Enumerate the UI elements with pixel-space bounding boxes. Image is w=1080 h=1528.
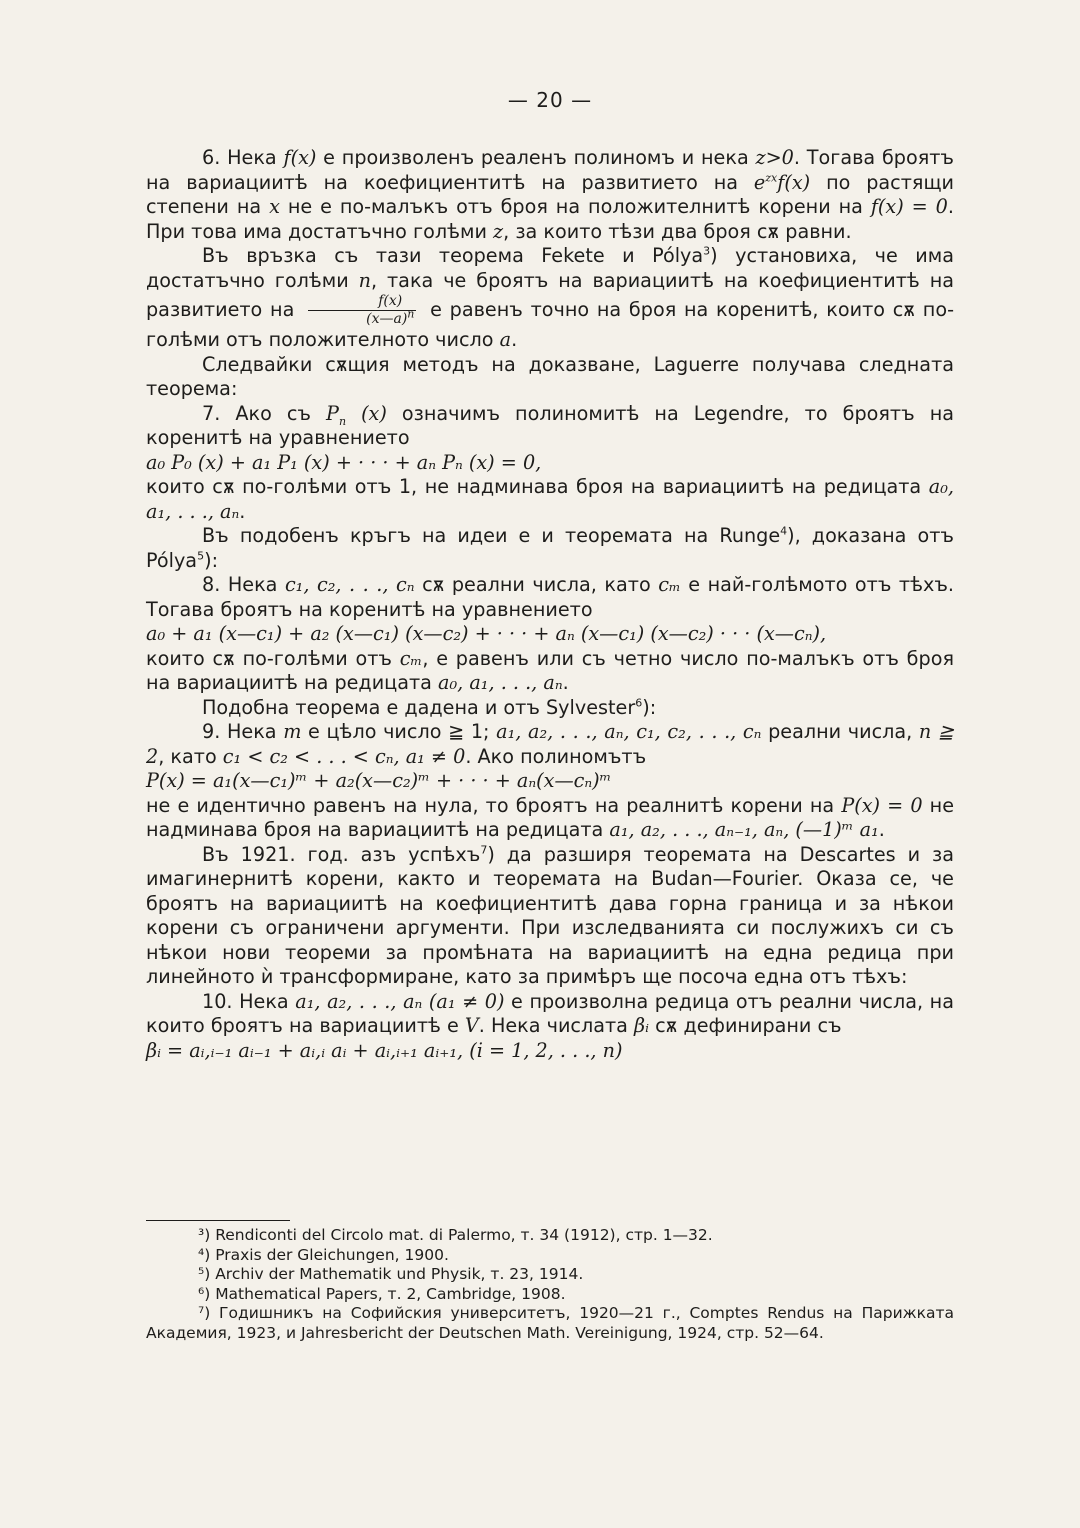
footnote-7: ⁷) Годишникъ на Софийския университетъ, 1920—21 г., Comptes Rendus на Парижката Академия, 1923, и Jahresbericht der Deutschen Math. Vereinigung, 1924, стр. 52—64. [146,1304,954,1342]
footnotes [146,1226,954,1343]
theorem-9-cont: не е идентично равенъ на нула, то броятъ на реалнитѣ корени на P(x) = 0 не надминава броя на вариациитѣ на редицата a₁, a₂, . . ., aₙ₋₁, aₙ, (—1)ᵐ a₁. [146,793,954,841]
paragraph-laguerre: Следвайки сѫщия методъ на доказване, Laguerre получава следната теорема: [146,352,954,400]
theorem-8-cont: които сѫ по-голѣми отъ cₘ, е равенъ или съ четно число по-малъкъ отъ броя на вариациитѣ на редицата a₀, a₁, . . ., aₙ. [146,646,954,694]
theorem-7: 7. Ако съ $P_n$ (x) означимъ полиномитѣ на Legendre, то броятъ на коренитѣ на уравнението [146,401,954,449]
paragraph-fekete-polya: Въ връзка съ тази теорема Fekete и Pólya$^3$) установиха, че има достатъчно голѣми n, така че броятъ на вариациитѣ на коефициентитѣ на развитието на $\frac{f(x)}{(x—a)^n}$ е равенъ точно на броя на коренитѣ, които сѫ по-голѣми отъ положителното число a. [146,244,955,351]
paragraph-descartes: Въ 1921. год. азъ успѣхъ$^7$) да разширя теоремата на Descartes и за имагинернитѣ корени, както и теоремата на Budan—Fourier. Оказа се, че броятъ на вариациитѣ на коефициентитѣ дава горна граница и за нѣкои корени съ ограничени аргументи. При изследванията си послужихъ си съ нѣкои нови теореми за промѣната на вариациитѣ на една редица при линейното ѝ трансформиране, като за примѣръ ще посоча една отъ тѣхъ: [146,842,954,988]
paragraph-sylvester: Подобна теорема е дадена и отъ Sylvester$^6$): [202,695,657,719]
theorem-8: 8. Нека c₁, c₂, . . ., cₙ сѫ реални числа, като cₘ е най-голѣмото отъ тѣхъ. Тогава броятъ на коренитѣ на уравнението [146,573,954,621]
page-number: — 20 — [507,88,593,112]
equation-3: P(x) = a₁(x—c₁)ᵐ + a₂(x—c₂)ᵐ + · · · + aₙ(x—cₙ)ᵐ [146,769,612,792]
footnote-4: ⁴) Praxis der Gleichungen, 1900. [198,1245,449,1264]
theorem-6: 6. Нека f(x) е произволенъ реаленъ полиномъ и нека z>0. Тогава броятъ на вариациитѣ на коефициентитѣ на развитието на $e^{zx}f(x)$ по растящи степени на x не е по-малъкъ отъ броя на положителнитѣ корени на f(x) = 0. При това има достатъчно голѣми z, за които тѣзи два броя сѫ равни. [146,146,954,243]
paragraph-runge: Въ подобенъ кръгъ на идеи е и теоремата на Runge$^4$), доказана отъ Pólya$^5$): [146,524,954,572]
body-text [146,146,954,1063]
fraction: $\frac{f(x)}{(x—a)^n}$ [308,293,416,328]
equation-4: βᵢ = aᵢ,ᵢ₋₁ aᵢ₋₁ + aᵢ,ᵢ aᵢ + aᵢ,ᵢ₊₁ aᵢ₊₁, (i = 1, 2, . . ., n) [146,1038,623,1062]
theorem-10: 10. Нека a₁, a₂, . . ., aₙ (a₁ ≠ 0) е произволна редица отъ реални числа, на които броятъ на вариациитѣ е V. Нека числата βᵢ сѫ дефинирани съ [146,989,954,1037]
footnote-6: ⁶) Mathematical Papers, т. 2, Cambridge, 1908. [198,1284,566,1303]
footnote-3: ³) Rendiconti del Circolo mat. di Palermo, т. 34 (1912), стр. 1—32. [198,1226,713,1244]
footnote-5: ⁵) Archiv der Mathematik und Physik, т. 23, 1914. [198,1265,584,1283]
theorem-7-cont: които сѫ по-голѣми отъ 1, не надминава броя на вариациитѣ на редицата a₀, a₁, . . ., aₙ. [146,475,954,523]
equation-2: a₀ + a₁ (x—c₁) + a₂ (x—c₁) (x—c₂) + · · · + aₙ (x—c₁) (x—c₂) · · · (x—cₙ), [146,622,827,645]
equation-1: a₀ P₀ (x) + a₁ P₁ (x) + · · · + aₙ Pₙ (x) = 0, [146,450,542,474]
theorem-9: 9. Нека m е цѣло число ≧ 1; a₁, a₂, . . ., aₙ, c₁, c₂, . . ., cₙ реални числа, n ≧ 2, като c₁ < c₂ < . . . < cₙ, a₁ ≠ 0. Ако полиномътъ [146,720,954,768]
footnote-divider [146,1220,290,1221]
